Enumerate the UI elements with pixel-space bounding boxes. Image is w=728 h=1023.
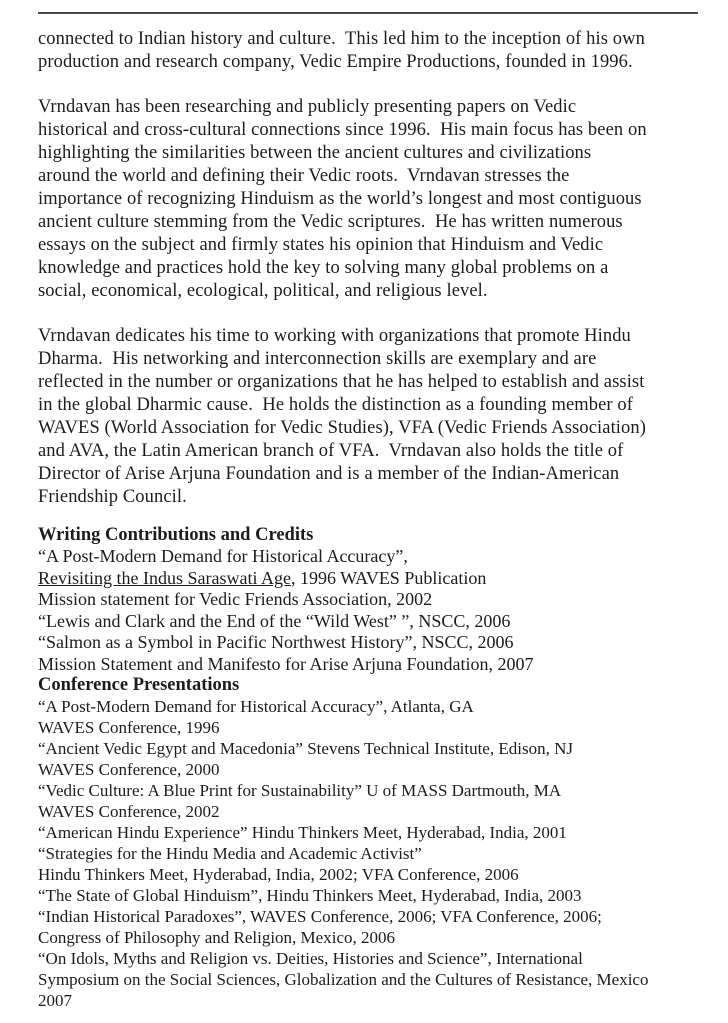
text-line: Dharma. His networking and interconnection skills are exemplary and are: [38, 349, 597, 369]
text-line: Hindu Thinkers Meet, Hyderabad, India, 2002; VFA Conference, 2006: [38, 865, 519, 884]
organizations-paragraph: [38, 325, 710, 509]
text-line: Symposium on the Social Sciences, Globalization and the Cultures of Resistance, Mexico: [38, 970, 649, 989]
document-content: [38, 28, 710, 1011]
text-line: Friendship Council.: [38, 487, 187, 507]
text-line: “A Post-Modern Demand for Historical Accuracy”, Atlanta, GA: [38, 697, 474, 716]
text-line: reflected in the number or organizations that he has helped to establish and assist: [38, 372, 645, 392]
text-line: highlighting the similarities between the ancient cultures and civilizations: [38, 143, 592, 163]
text-line: Vrndavan has been researching and publicly presenting papers on Vedic: [38, 97, 577, 117]
text-line: and AVA, the Latin American branch of VFA. Vrndavan also holds the title of: [38, 441, 624, 461]
text-line: essays on the subject and firmly states his opinion that Hinduism and Vedic: [38, 235, 604, 255]
text-line: Mission statement for Vedic Friends Association, 2002: [38, 589, 433, 609]
writing-section-heading: Writing Contributions and Credits: [38, 525, 314, 545]
text-line: WAVES Conference, 2000: [38, 760, 220, 779]
publication-line: [38, 568, 710, 590]
text-line: Director of Arise Arjuna Foundation and is a member of the Indian-American: [38, 464, 620, 484]
text-line: connected to Indian history and culture. This led him to the inception of his own: [38, 29, 645, 49]
text-line: historical and cross-cultural connections since 1996. His main focus has been on: [38, 120, 647, 140]
text-line: “Lewis and Clark and the End of the “Wild West” ”, NSCC, 2006: [38, 610, 511, 631]
text-line: around the world and defining their Vedic roots. Vrndavan stresses the: [38, 166, 570, 186]
publication-line-rest: , 1996 WAVES Publication: [290, 567, 487, 588]
research-paragraph: [38, 96, 710, 303]
conference-section: [38, 675, 710, 1011]
top-horizontal-rule: [38, 12, 698, 14]
text-line: “A Post-Modern Demand for Historical Accuracy”,: [38, 546, 408, 566]
text-line: “Strategies for the Hindu Media and Academic Activist”: [38, 844, 422, 863]
text-line: WAVES Conference, 1996: [38, 718, 220, 737]
text-line: 2007: [38, 991, 72, 1010]
text-line: ancient culture stemming from the Vedic scriptures. He has written numerous: [38, 212, 623, 232]
text-line: social, economical, ecological, political, and religious level.: [38, 281, 488, 301]
intro-paragraph: [38, 28, 710, 74]
conference-section-heading: Conference Presentations: [38, 675, 240, 695]
text-line: Vrndavan dedicates his time to working with organizations that promote Hindu: [38, 326, 631, 346]
text-line: WAVES Conference, 2002: [38, 802, 220, 821]
text-line: WAVES (World Association for Vedic Studies), VFA (Vedic Friends Association): [38, 418, 647, 438]
text-line: “Indian Historical Paradoxes”, WAVES Conference, 2006; VFA Conference, 2006;: [38, 907, 602, 926]
text-line: Congress of Philosophy and Religion, Mexico, 2006: [38, 928, 395, 947]
text-line: “Vedic Culture: A Blue Print for Sustainability” U of MASS Dartmouth, MA: [38, 781, 562, 800]
text-line: importance of recognizing Hinduism as the world’s longest and most contiguous: [38, 189, 642, 209]
text-line: “The State of Global Hinduism”, Hindu Thinkers Meet, Hyderabad, India, 2003: [38, 886, 582, 905]
text-line: “Ancient Vedic Egypt and Macedonia” Stevens Technical Institute, Edison, NJ: [38, 739, 573, 758]
text-line: “American Hindu Experience” Hindu Thinkers Meet, Hyderabad, India, 2001: [38, 823, 567, 842]
text-line: in the global Dharmic cause. He holds the distinction as a founding member of: [38, 395, 634, 415]
text-line: “Salmon as a Symbol in Pacific Northwest History”, NSCC, 2006: [38, 632, 514, 652]
text-line: knowledge and practices hold the key to solving many global problems on a: [38, 258, 609, 278]
text-line: “On Idols, Myths and Religion vs. Deities, Histories and Science”, International: [38, 949, 583, 968]
text-line: production and research company, Vedic Empire Productions, founded in 1996.: [38, 52, 633, 72]
underlined-publication-title: Revisiting the Indus Saraswati Age: [38, 567, 291, 588]
writing-section: [38, 525, 710, 675]
text-line: Mission Statement and Manifesto for Arise Arjuna Foundation, 2007: [38, 653, 534, 674]
